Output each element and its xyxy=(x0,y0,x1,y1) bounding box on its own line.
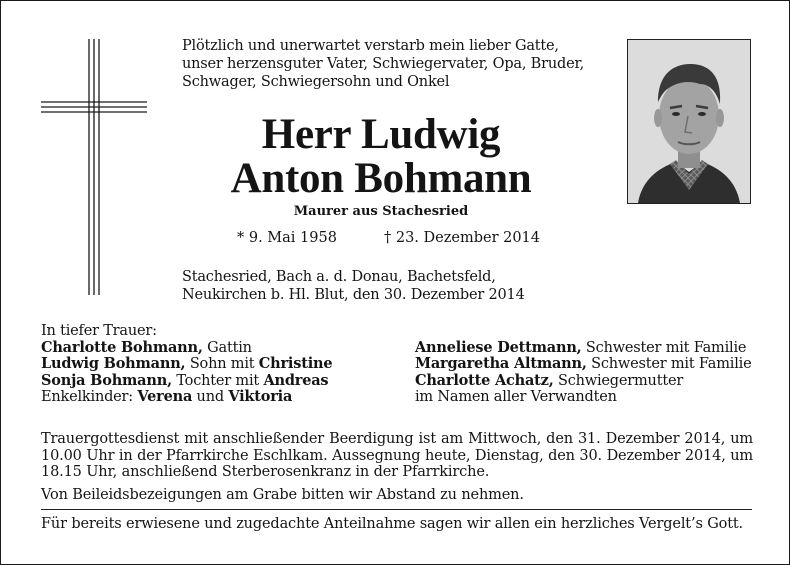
place-line: Stachesried, Bach a. d. Donau, Bachetsfeld, xyxy=(182,269,496,285)
grandchildren-and: und xyxy=(192,389,229,405)
death-date: † 23. Dezember 2014 xyxy=(384,230,541,246)
mourner-relation: Schwester mit Familie xyxy=(586,356,752,372)
portrait-illustration xyxy=(628,40,750,203)
mourner-relation: Tochter mit xyxy=(171,372,264,389)
relatives-entry: im Namen aller Verwandten xyxy=(415,389,617,405)
mourner-relation: Schwester mit Familie xyxy=(581,339,747,356)
mourner-entry xyxy=(415,340,751,357)
grandchild-name: Verena xyxy=(137,388,193,405)
cross-icon xyxy=(41,39,147,295)
mourner-name: Sonja Bohmann, xyxy=(41,371,172,389)
grandchildren-label: Enkelkinder: xyxy=(41,389,138,405)
intro-line: Schwager, Schwiegersohn und Onkel xyxy=(182,74,450,90)
place-line: Neukirchen b. Hl. Blut, den 30. Dezember 2014 xyxy=(182,287,525,303)
mourner-entry xyxy=(415,356,751,373)
mourners-heading: In tiefer Trauer: xyxy=(41,323,157,339)
mourners-list xyxy=(41,323,761,406)
portrait-photo xyxy=(627,39,751,204)
mourner-name: Ludwig Bohmann, xyxy=(41,355,186,372)
intro-line: Plötzlich und unerwartet verstarb mein lieber Gatte, xyxy=(182,38,559,54)
mourner-relation: Sohn mit xyxy=(185,356,259,372)
condolence-request: Von Beileidsbezeigungen am Grabe bitten wir Abstand zu nehmen. xyxy=(41,487,524,503)
grandchild-name: Viktoria xyxy=(228,388,293,405)
birth-date: * 9. Mai 1958 xyxy=(237,230,337,246)
mourner-name: Anneliese Dettmann, xyxy=(415,338,582,356)
divider xyxy=(41,509,752,510)
deceased-name-line2: Anton Bohmann xyxy=(230,155,532,202)
mourners-right-column xyxy=(415,340,751,406)
deceased-name-line1: Herr Ludwig xyxy=(261,111,501,158)
mourner-relation: Gattin xyxy=(202,339,252,356)
intro-line: unser herzensguter Vater, Schwiegervater, Opa, Bruder, xyxy=(182,56,584,72)
intro-text xyxy=(182,37,602,91)
mourner-name: Charlotte Achatz, xyxy=(415,371,554,389)
place-and-date xyxy=(182,268,602,304)
mourner-name: Margaretha Altmann, xyxy=(415,355,587,372)
mourner-relation: Schwiegermutter xyxy=(553,372,684,389)
mourner-name: Charlotte Bohmann, xyxy=(41,338,203,356)
deceased-occupation: Maurer aus Stachesried xyxy=(293,204,469,219)
mourner-partner: Christine xyxy=(258,355,333,372)
mourner-entry xyxy=(415,373,751,390)
service-information: Trauergottesdienst mit anschließender Beerdigung ist am Mittwoch, den 31. Dezember 2014, um 10.00 Uhr in der Pfarrkirche Eschlkam. Aussegnung heute, Dienstag, den 30. Dezember 2014, um 18.15 Uhr, anschließend Sterberosenkranz in der Pfarrkirche. xyxy=(41,431,753,480)
thanks-text: Für bereits erwiesene und zugedachte Anteilnahme sagen wir allen ein herzliches Vergelt’s Gott. xyxy=(41,516,744,532)
mourner-partner: Andreas xyxy=(263,371,329,389)
